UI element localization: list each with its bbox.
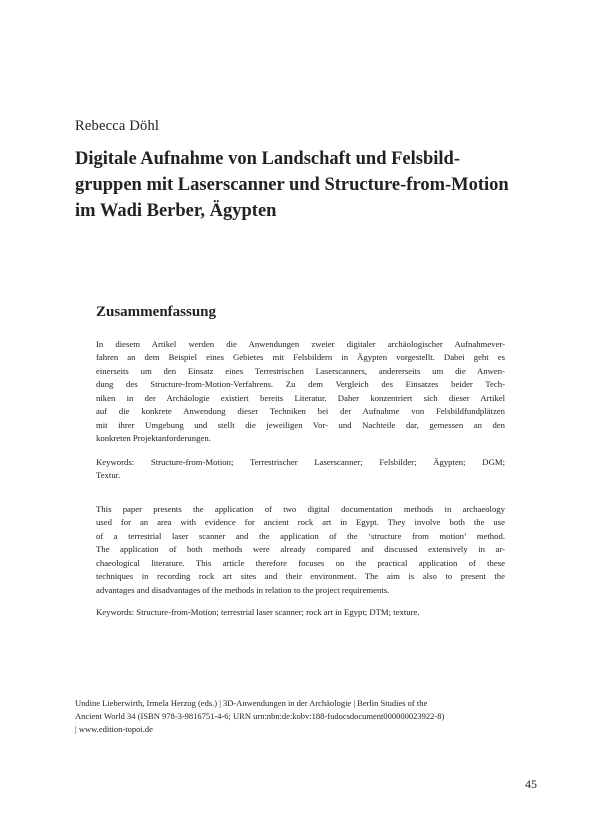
abstract-line: used for an area with evidence for ancient rock art in Egypt. They involve both the use [96, 517, 505, 528]
keywords-line: Keywords: Structure-from-Motion; terrestrial laser scanner; rock art in Egypt; DTM; texture. [96, 607, 420, 617]
citation-line: Undine Lieberwirth, Irmela Herzog (eds.) | 3D-Anwendungen in der Archäologie | Berlin Studies of the [75, 698, 428, 708]
english-abstract [96, 503, 505, 597]
abstract-line: dung des Structure-from-Motion-Verfahrens. Zu dem Vergleich des Einsatzes beider Tech- [96, 379, 505, 390]
article-title-line: gruppen mit Laserscanner und Structure-from-Motion [75, 175, 509, 195]
abstract-line: chaeological literature. This article therefore focuses on the practical application of these [96, 557, 505, 568]
keywords-line: Keywords: Structure-from-Motion; Terrestrischer Laserscanner; Felsbilder; Ägypten; DGM; [96, 457, 505, 467]
section-heading-zusammenfassung: Zusammenfassung [96, 304, 217, 320]
footer-citation [75, 697, 515, 736]
german-abstract [96, 338, 505, 446]
abstract-line: This paper presents the application of two digital documentation methods in archaeology [96, 504, 505, 514]
english-keywords [96, 606, 505, 619]
abstract-line: techniques in recording rock art sites and their environment. The aim is also to present the [96, 571, 505, 582]
abstract-line: einerseits um den Einsatz eines Terrestrischen Laserscanners, andererseits um die Anwen- [96, 365, 505, 376]
page-number: 45 [525, 777, 537, 791]
author-name: Rebecca Döhl [75, 118, 160, 134]
abstract-line: In diesem Artikel werden die Anwendungen zweier digitaler archäologischer Aufnahmever- [96, 339, 505, 349]
abstract-line: mit ihrer Umgebung und stellt die jeweiligen Vor- und Nachteile dar, gemessen an den [96, 419, 505, 430]
article-title [75, 146, 545, 224]
abstract-line: auf die konkrete Anwendung dieser Techniken bei der Aufnahme von Felsbildfundplätzen [96, 406, 505, 417]
citation-line: | www.edition-topoi.de [75, 724, 153, 734]
keywords-line: Textur. [96, 470, 121, 481]
abstract-line: niken in der Archäologie existiert bereits Literatur. Daher konzentriert sich dieser Artikel [96, 392, 505, 403]
abstract-line: advantages and disadvantages of the methods in relation to the project requirements. [96, 584, 390, 595]
citation-line: Ancient World 34 (ISBN 978-3-9816751-4-6; URN urn:nbn:de:kobv:188-fudocsdocument000000023922-8) [75, 711, 445, 721]
article-title-line: Digitale Aufnahme von Landschaft und Felsbild- [75, 149, 460, 169]
german-keywords [96, 456, 505, 483]
abstract-line: konkreten Projektanforderungen. [96, 433, 211, 444]
abstract-line: fahren an dem Beispiel eines Gebietes mit Felsbildern in Ägypten vorgestellt. Dabei geht es [96, 352, 505, 363]
article-title-line: im Wadi Berber, Ägypten [75, 201, 277, 221]
abstract-line: of a terrestrial laser scanner and the application of the ‘structure from motion’ method. [96, 530, 505, 541]
abstract-line: The application of both methods were already compared and discussed extensively in ar- [96, 544, 505, 555]
